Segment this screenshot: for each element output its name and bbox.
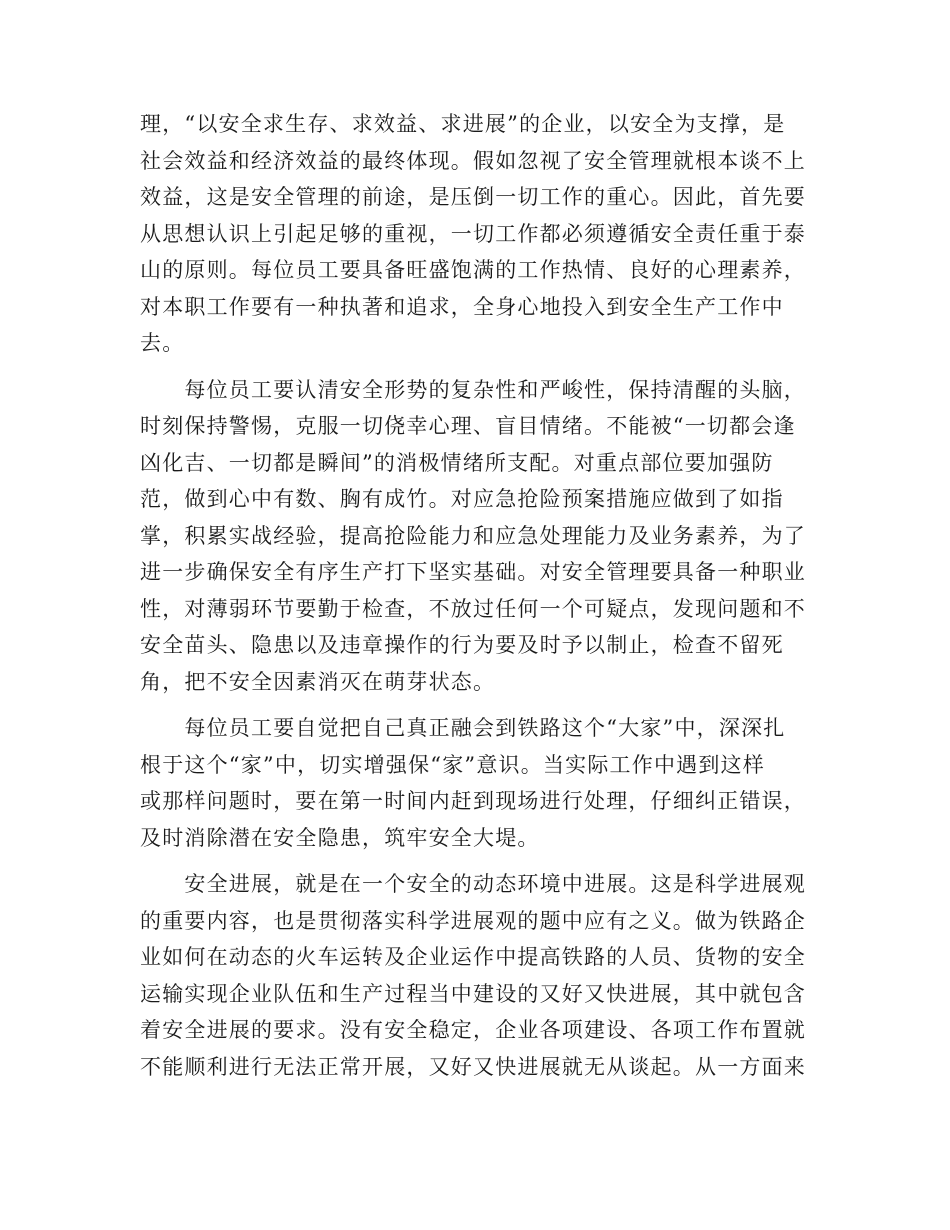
paragraph-3 bbox=[140, 710, 806, 856]
text-line: 范，做到心中有数、胸有成竹。对应急抢险预案措施应做到了如指 bbox=[140, 487, 784, 511]
paragraph-gap bbox=[140, 856, 800, 866]
text-line: 进一步确保安全有序生产打下坚实基础。对安全管理要具备一种职业 bbox=[140, 560, 806, 584]
text-line: 每位员工要认清安全形势的复杂性和严峻性，保持清醒的头脑， bbox=[140, 377, 806, 402]
text-line: 社会效益和经济效益的最终体现。假如忽视了安全管理就根本谈不上 bbox=[140, 148, 806, 173]
paragraph-gap bbox=[140, 362, 800, 372]
text-line: 性，对薄弱环节要勤于检查，不放过任何一个可疑点，发现问题和不 bbox=[140, 596, 806, 621]
text-line: 安全苗头、隐患以及违章操作的行为要及时予以制止，检查不留死 bbox=[140, 633, 784, 657]
text-line: 山的原则。每位员工要具备旺盛饱满的工作热情、良好的心理素养， bbox=[140, 258, 806, 282]
text-line: 安全进展，就是在一个安全的动态环境中进展。这是科学进展观 bbox=[140, 872, 806, 896]
text-line: 运输实现企业队伍和生产过程当中建设的又好又快进展，其中就包含 bbox=[140, 981, 806, 1006]
text-line: 业如何在动态的火车运转及企业运作中提高铁路的人员、货物的安全 bbox=[140, 945, 806, 969]
text-line: 或那样问题时，要在第一时间内赶到现场进行处理，仔细纠正错误， bbox=[140, 789, 806, 813]
text-line: 掌，积累实战经验，提高抢险能力和应急处理能力及业务素养，为了 bbox=[140, 523, 806, 548]
paragraph-2 bbox=[140, 372, 806, 701]
text-line: 效益，这是安全管理的前途，是压倒一切工作的重心。因此，首先要 bbox=[140, 185, 806, 209]
text-line: 凶化吉、一切都是瞬间”的消极情绪所支配。对重点部位要加强防 bbox=[140, 450, 774, 475]
text-line: 角，把不安全因素消灭在萌芽状态。 bbox=[140, 669, 496, 694]
paragraph-gap bbox=[140, 700, 800, 710]
text-line: 及时消除潜在安全隐患，筑牢安全大堤。 bbox=[140, 825, 540, 850]
text-line: 去。 bbox=[140, 331, 185, 355]
text-line: 着安全进展的要求。没有安全稳定，企业各项建设、各项工作布置就 bbox=[140, 1018, 806, 1042]
text-line: 每位员工要自觉把自己真正融会到铁路这个“大家”中，深深扎 bbox=[140, 716, 786, 740]
text-line: 的重要内容，也是贯彻落实科学进展观的题中应有之义。做为铁路企 bbox=[140, 908, 806, 933]
text-line: 时刻保持警惕，克服一切侥幸心理、盲目情绪。不能被“一切都会逢 bbox=[140, 414, 796, 438]
paragraph-4 bbox=[140, 866, 806, 1085]
text-line: 理，“以安全求生存、求效益、求进展”的企业，以安全为支撑，是 bbox=[140, 112, 786, 136]
paragraph-1 bbox=[140, 106, 806, 362]
document-body bbox=[140, 106, 806, 1085]
text-line: 不能顺利进行无法正常开展，又好又快进展就无从谈起。从一方面来 bbox=[140, 1054, 806, 1079]
text-line: 根于这个“家”中，切实增强保“家”意识。当实际工作中遇到这样 bbox=[140, 752, 765, 777]
text-line: 从思想认识上引起足够的重视，一切工作都必须遵循安全责任重于泰 bbox=[140, 221, 806, 246]
text-line: 对本职工作要有一种执著和追求，全身心地投入到安全生产工作中 bbox=[140, 294, 784, 319]
